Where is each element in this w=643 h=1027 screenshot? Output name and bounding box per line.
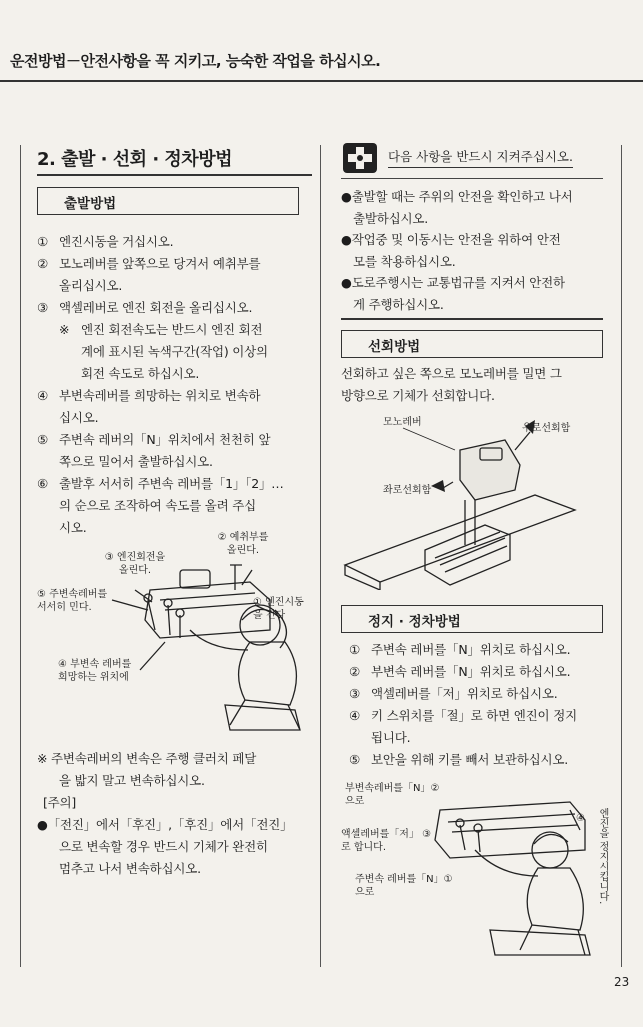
- start-step-6-cont2: 시오.: [59, 520, 87, 535]
- stop-step-1: ① 주변속 레버를「N」위치로 하십시오.: [349, 642, 571, 657]
- stop-caption-1: 주변속 레버를「N」① 으로: [355, 874, 453, 898]
- turn-text: [341, 363, 606, 407]
- section-underline: [37, 174, 312, 176]
- turn-text-line1: 선회하고 싶은 쪽으로 모노레버를 밀면 그: [341, 366, 562, 381]
- turn-caption-left: 좌로선회함: [383, 485, 432, 496]
- mono-lever-illustration: [335, 410, 610, 590]
- stop-caption-4: ④: [576, 813, 585, 824]
- caution-line2: 으로 변속할 경우 반드시 기체가 완전히: [59, 839, 268, 854]
- left-margin-rule: [20, 145, 21, 967]
- start-step-1: ① 엔진시동을 거십시오.: [37, 234, 174, 249]
- start-step-note: ※ 엔진 회전속도는 반드시 엔진 회전: [59, 322, 263, 337]
- notice-item-1: ●출발할 때는 주위의 안전을 확인하고 나서 출발하십시오.: [341, 189, 573, 226]
- turn-caption-mono: 모노레버: [383, 417, 422, 428]
- start-step-4: ④ 부변속레버를 희망하는 위치로 변속하: [37, 388, 261, 403]
- column-divider: [320, 145, 321, 967]
- caution-text: [37, 814, 312, 880]
- start-step-note-cont1: 계에 표시된 녹색구간(작업) 이상의: [81, 344, 268, 359]
- right-margin-rule: [621, 145, 622, 967]
- stop-caption-2: 부변속레버를「N」② 으로: [345, 783, 440, 807]
- start-steps: [37, 231, 312, 539]
- start-note-line2: 을 밟지 말고 변속하십시오.: [59, 773, 205, 788]
- start-note: [37, 748, 312, 792]
- stop-caption-3: 액셀레버를「저」 ③ 로 합니다.: [341, 829, 432, 853]
- notice-list: [341, 186, 603, 315]
- start-caption-4: ④ 부변속 레버를 희망하는 위치에: [58, 659, 132, 683]
- start-step-note-cont2: 회전 속도로 하십시오.: [81, 366, 200, 381]
- start-note-line1: ※ 주변속레버의 변속은 주행 클러치 페달: [37, 751, 257, 766]
- start-step-2-cont: 올리십시오.: [59, 278, 123, 293]
- notice-title: 다음 사항을 반드시 지켜주십시오.: [388, 147, 573, 168]
- section-title: 2. 출발 · 선회 · 정차방법: [37, 149, 232, 170]
- stop-caption-4-vertical: 엔진을 정지시킵니다.: [597, 808, 608, 905]
- start-step-4-cont: 십시오.: [59, 410, 99, 425]
- notice-item-2: ●작업중 및 이동시는 안전을 위하여 안전 모를 착용하십시오.: [341, 232, 561, 269]
- turn-heading: 선회방법: [341, 330, 603, 358]
- start-step-6-cont1: 의 순으로 조작하여 속도를 올려 주십: [59, 498, 256, 513]
- start-caption-3: ③ 엔진회전을 올린다.: [104, 552, 166, 576]
- stop-steps: [349, 639, 609, 771]
- turn-text-line2: 방향으로 기체가 선회합니다.: [341, 388, 495, 403]
- start-caption-5: ⑤ 주변속레버를 서서히 민다.: [37, 589, 108, 613]
- start-caption-1: ① 엔진시동 을 건다: [253, 597, 304, 621]
- notice-end-rule: [341, 318, 603, 320]
- start-caption-2: ② 예취부를 올린다.: [217, 532, 269, 556]
- caution-line3: 멈추고 나서 변속하십시오.: [59, 861, 201, 876]
- stop-step-4-cont: 됩니다.: [371, 730, 411, 745]
- page-number: 23: [614, 975, 630, 989]
- stop-step-4: ④ 키 스위치를「절」로 하면 엔진이 정지: [349, 708, 577, 723]
- stop-step-2: ② 부변속 레버를「N」위치로 하십시오.: [349, 664, 571, 679]
- turn-caption-right: 우로선회함: [522, 423, 571, 434]
- start-step-2: ② 모노레버를 앞쪽으로 당겨서 예취부를: [37, 256, 261, 271]
- start-step-3: ③ 액셀레버로 엔진 회전을 올리십시오.: [37, 300, 253, 315]
- caution-line1: ●「전진」에서「후진」,「후진」에서「전진」: [37, 817, 293, 832]
- caution-label: [주의]: [43, 795, 77, 810]
- notice-item-3: ●도로주행시는 교통법규를 지켜서 안전하 게 주행하십시오.: [341, 275, 565, 312]
- start-step-5-cont: 쪽으로 밀어서 출발하십시오.: [59, 454, 213, 469]
- start-step-5: ⑤ 주변속 레버의「N」위치에서 천천히 앞: [37, 432, 271, 447]
- header-title: 운전방법－안전사항을 꼭 지키고, 능숙한 작업을 하십시오.: [10, 52, 381, 70]
- notice-rule: [341, 178, 603, 179]
- start-heading: 출발방법: [37, 187, 299, 215]
- page-header: [0, 38, 643, 82]
- stop-step-5: ⑤ 보안을 위해 키를 빼서 보관하십시오.: [349, 752, 568, 767]
- stop-step-3: ③ 액셀레버를「저」위치로 하십시오.: [349, 686, 558, 701]
- stop-heading: 정지 · 정차방법: [341, 605, 603, 633]
- warning-cross-icon: [342, 142, 378, 174]
- start-step-6: ⑥ 출발후 서서히 주변속 레버를「1」「2」…: [37, 476, 284, 491]
